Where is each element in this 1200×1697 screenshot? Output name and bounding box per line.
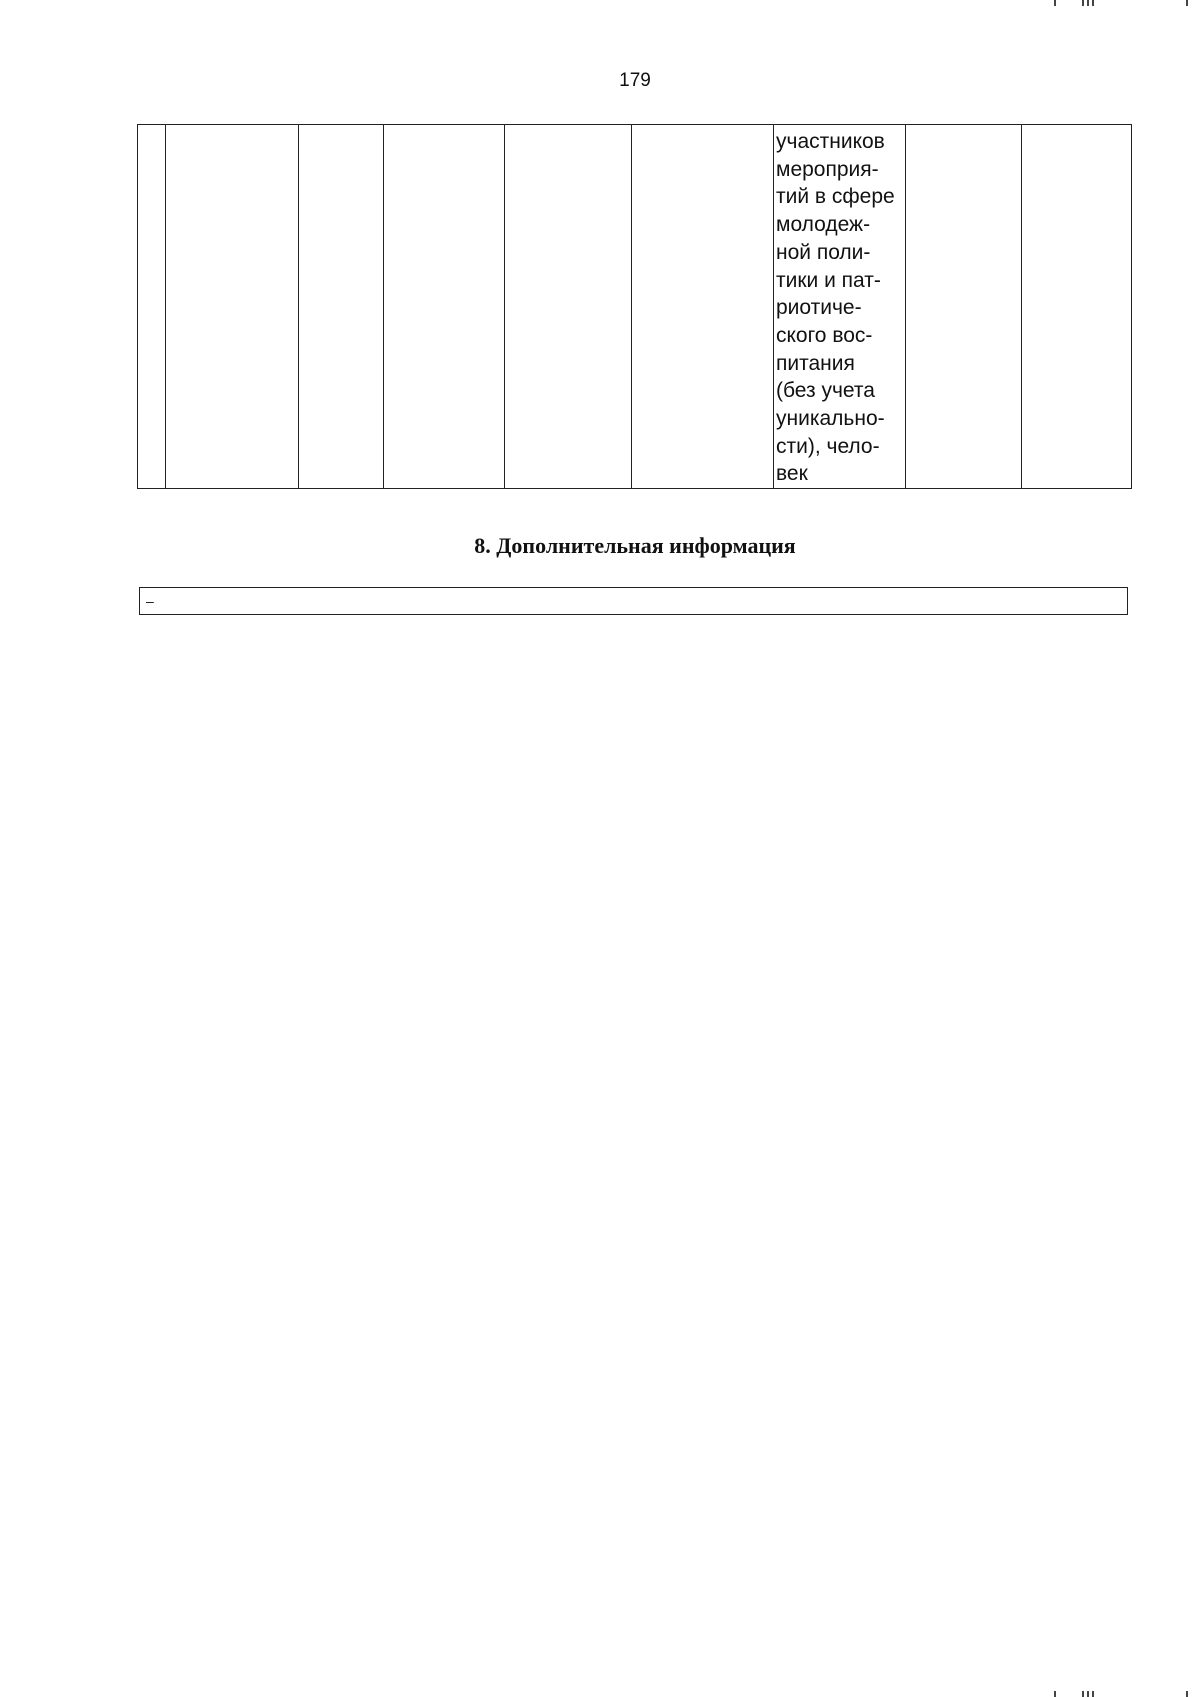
indicator-cell <box>774 125 906 489</box>
indicator-line: мероприя- <box>776 157 879 181</box>
table-cell <box>384 125 505 489</box>
scan-mark-bottom <box>1054 1691 1194 1697</box>
table-cell <box>632 125 774 489</box>
table-cell <box>166 125 299 489</box>
table-cell <box>505 125 632 489</box>
table-cell <box>138 125 166 489</box>
indicator-text <box>774 125 905 488</box>
section-heading: 8. Дополнительная информация <box>474 533 796 558</box>
indicator-line: риотиче- <box>776 296 862 320</box>
table-cell <box>1022 125 1132 489</box>
indicator-line: ского вос- <box>776 323 873 347</box>
indicator-line: ной поли- <box>776 240 871 264</box>
indicator-line: молодеж- <box>776 213 871 237</box>
indicator-line: век <box>776 462 808 486</box>
scan-mark-top <box>1054 0 1194 6</box>
indicator-line: тий в сфере <box>776 185 895 209</box>
indicator-line: участников <box>776 130 885 153</box>
continuation-table <box>137 124 1132 489</box>
additional-info-text: – <box>146 593 154 609</box>
indicator-line: тики и пат- <box>776 268 881 292</box>
indicator-line: питания <box>776 351 855 375</box>
page-number: 179 <box>619 70 651 91</box>
indicator-line: уникально- <box>776 407 885 431</box>
additional-info-box <box>139 587 1128 615</box>
indicator-line: (без учета <box>776 379 875 403</box>
indicator-line: сти), чело- <box>776 434 880 458</box>
table-cell <box>299 125 384 489</box>
table-row <box>138 125 1132 489</box>
table-cell <box>906 125 1022 489</box>
